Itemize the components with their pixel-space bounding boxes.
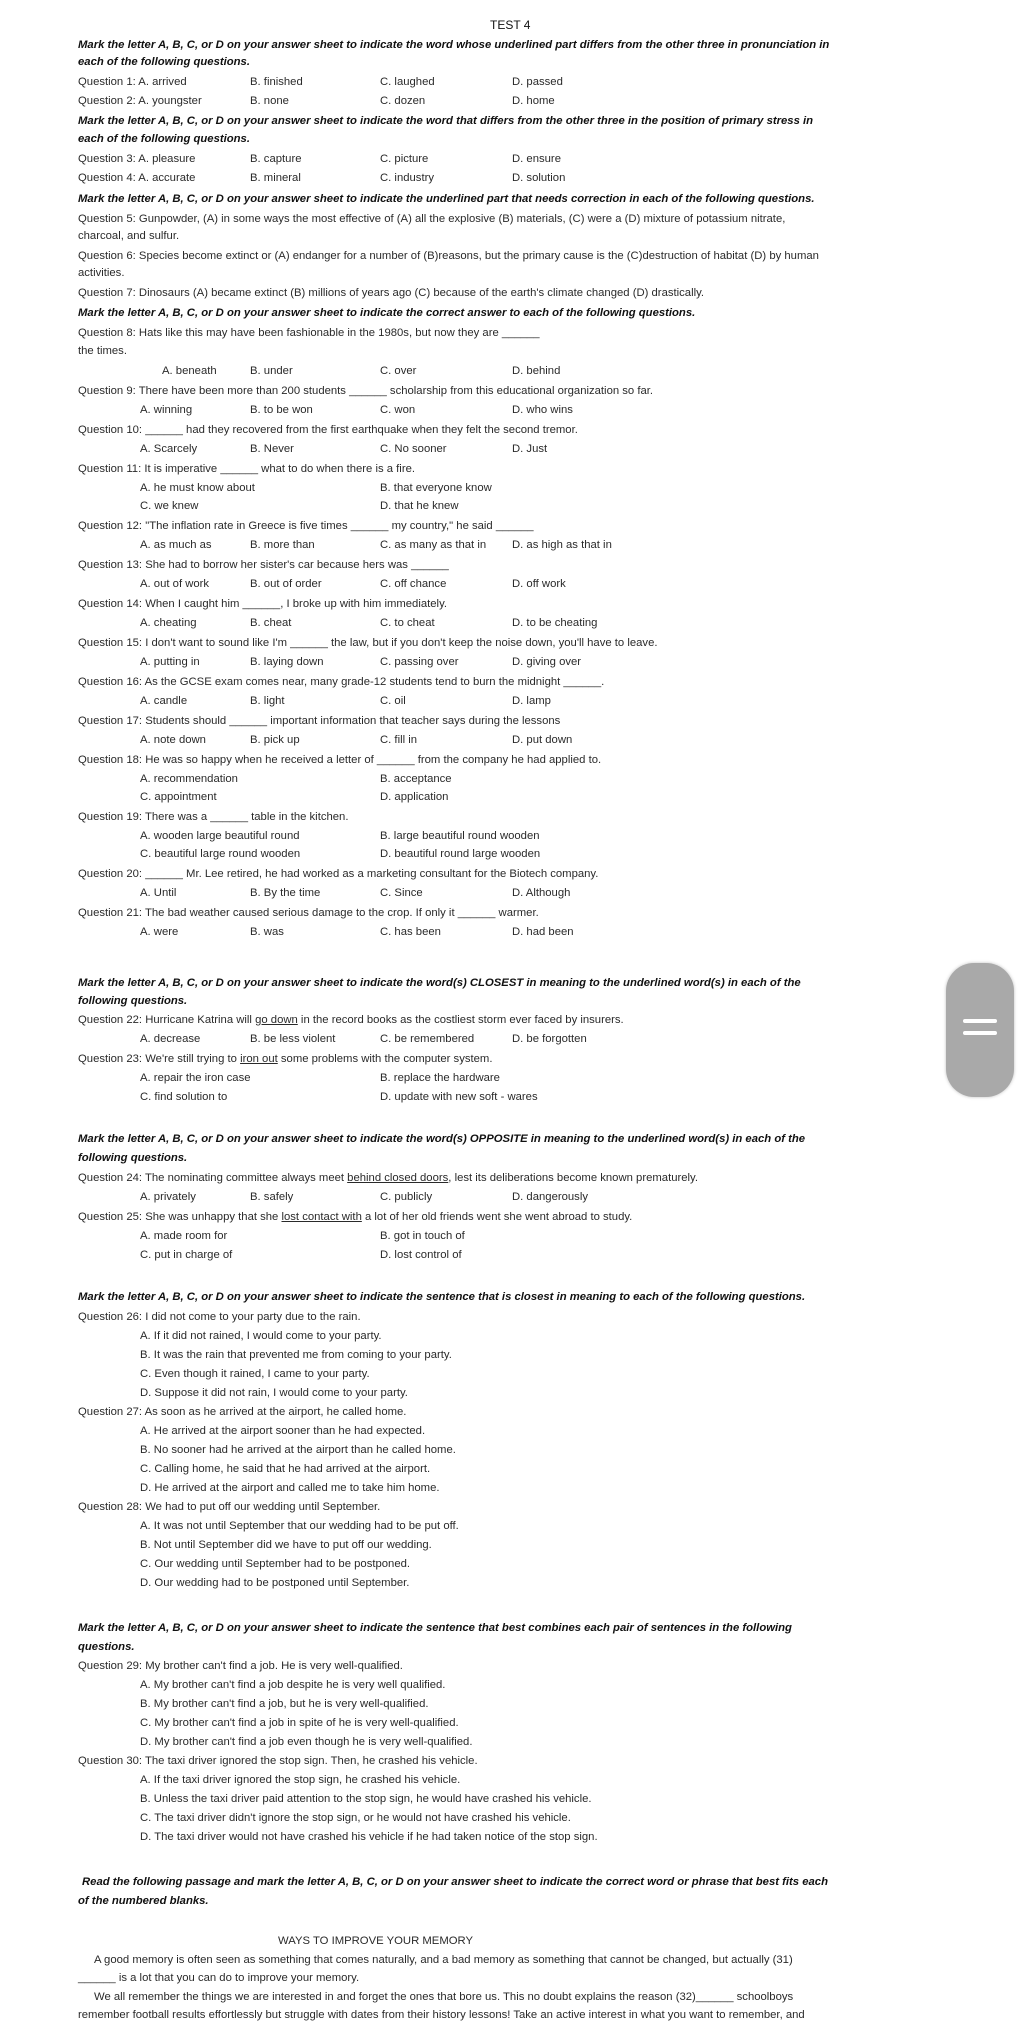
section-6-heading-cont: following questions. [78,1152,188,1164]
q2-option-d: D. home [512,95,555,107]
q16-option-d: D. lamp [512,695,551,707]
q29-option-d: D. My brother can't find a job even though he is very well-qualified. [140,1736,473,1748]
q20-option-b: B. By the time [250,887,321,899]
q26-option-a: A. If it did not rained, I would come to your party. [140,1330,382,1342]
q1-option-a: Question 1: A. arrived [78,76,187,88]
q25-underlined: lost contact with [281,1211,362,1223]
q9-option-b: B. to be won [250,404,313,416]
q11-option-c: C. we knew [140,500,199,512]
section-8-heading-cont: questions. [78,1641,135,1653]
q24-underlined: behind closed doors [347,1172,449,1184]
q11-option-d: D. that he knew [380,500,459,512]
q29-option-a: A. My brother can't find a job despite he is very well qualified. [140,1679,446,1691]
q15-option-a: A. putting in [140,656,200,668]
q14-option-d: D. to be cheating [512,617,598,629]
q24-stem-start: Question 24: The nominating committee always meet [78,1172,348,1184]
q25-option-d: D. lost control of [380,1249,462,1261]
q18-option-a: A. recommendation [140,773,238,785]
section-1-heading: Mark the letter A, B, C, or D on your answer sheet to indicate the word whose underlined part differs from the other three in pronunciation in [78,39,830,51]
section-1-heading-cont: each of the following questions. [78,56,250,68]
q24-option-a: A. privately [140,1191,196,1203]
q9-option-a: A. winning [140,404,193,416]
q29-option-c: C. My brother can't find a job in spite of he is very well-qualified. [140,1717,459,1729]
q30-option-c: C. The taxi driver didn't ignore the stop sign, or he would not have crashed his vehicle. [140,1812,571,1824]
q24-option-c: C. publicly [380,1191,433,1203]
q23-option-a: A. repair the iron case [140,1072,251,1084]
q23-underlined: iron out [240,1053,278,1065]
section-9-heading: Read the following passage and mark the letter A, B, C, or D on your answer sheet to indicate the correct word or phrase that best fits each [82,1876,828,1888]
q18-option-c: C. appointment [140,791,217,803]
q26-option-b: B. It was the rain that prevented me from coming to your party. [140,1349,452,1361]
q13-option-c: C. off chance [380,578,447,590]
q28-option-c: C. Our wedding until September had to be postponed. [140,1558,411,1570]
q19-option-d: D. beautiful round large wooden [380,848,541,860]
q6-stem-cont: activities. [78,267,125,279]
q4-option-a: Question 4: A. accurate [78,172,196,184]
q30-stem: Question 30: The taxi driver ignored the stop sign. Then, he crashed his vehicle. [78,1755,478,1767]
q23-option-c: C. find solution to [140,1091,228,1103]
q18-option-d: D. application [380,791,449,803]
q4-option-b: B. mineral [250,172,301,184]
q3-option-a: Question 3: A. pleasure [78,153,196,165]
q20-option-a: A. Until [140,887,177,899]
q28-option-d: D. Our wedding had to be postponed until September. [140,1577,410,1589]
q28-option-a: A. It was not until September that our wedding had to be put off. [140,1520,459,1532]
q9-stem: Question 9: There have been more than 200 students ______ scholarship from this educational organization so far. [78,385,654,397]
q15-option-c: C. passing over [380,656,459,668]
q8-stem: Question 8: Hats like this may have been fashionable in the 1980s, but now they are ______ [78,327,540,339]
section-5-heading-cont: following questions. [78,995,188,1007]
q10-stem: Question 10: ______ had they recovered from the first earthquake when they felt the second tremor. [78,424,578,436]
q21-option-d: D. had been [512,926,574,938]
q27-option-d: D. He arrived at the airport and called me to take him home. [140,1482,440,1494]
q12-option-a: A. as much as [140,539,212,551]
section-6-heading: Mark the letter A, B, C, or D on your answer sheet to indicate the word(s) OPPOSITE in meaning to the underlined word(s) in each of the [78,1133,806,1145]
q7-stem: Question 7: Dinosaurs (A) became extinct (B) millions of years ago (C) because of the earth's climate changed (D) drastically. [78,287,705,299]
q13-stem: Question 13: She had to borrow her sister's car because hers was ______ [78,559,449,571]
q30-option-b: B. Unless the taxi driver paid attention to the stop sign, he would have crashed his vehicle. [140,1793,592,1805]
q25-stem-start: Question 25: She was unhappy that she [78,1211,282,1223]
q27-stem: Question 27: As soon as he arrived at the airport, he called home. [78,1406,407,1418]
q23-stem [78,1052,492,1066]
q20-option-c: C. Since [380,887,423,899]
q26-stem: Question 26: I did not come to your party due to the rain. [78,1311,361,1323]
q18-option-b: B. acceptance [380,773,452,785]
passage-line-4: remember football results effortlessly but struggle with dates from their history lessons! Take an active interest in what you want to remember, and [78,2009,805,2021]
q19-option-b: B. large beautiful round wooden [380,830,540,842]
q27-option-b: B. No sooner had he arrived at the airport than he called home. [140,1444,456,1456]
section-5-heading: Mark the letter A, B, C, or D on your answer sheet to indicate the word(s) CLOSEST in meaning to the underlined word(s) in each of the [78,977,801,989]
q13-option-a: A. out of work [140,578,210,590]
q23-option-d: D. update with new soft - wares [380,1091,538,1103]
passage-line-3: We all remember the things we are interested in and forget the ones that bore us. This no doubt explains the reason (32)______ schoolboys [94,1991,794,2003]
section-3-heading: Mark the letter A, B, C, or D on your answer sheet to indicate the underlined part that needs correction in each of the following questions. [78,193,815,205]
section-7-heading: Mark the letter A, B, C, or D on your answer sheet to indicate the sentence that is closest in meaning to each of the following questions. [78,1291,806,1303]
q26-option-c: C. Even though it rained, I came to your party. [140,1368,370,1380]
q23-option-b: B. replace the hardware [380,1072,500,1084]
q6-stem: Question 6: Species become extinct or (A) endanger for a number of (B)reasons, but the primary cause is the (C)destruction of habitat (D) by human [78,250,819,262]
q29-option-b: B. My brother can't find a job, but he is very well-qualified. [140,1698,429,1710]
q17-stem: Question 17: Students should ______ important information that teacher says during the lessons [78,715,561,727]
q12-option-d: D. as high as that in [512,539,612,551]
q20-stem: Question 20: ______ Mr. Lee retired, he had worked as a marketing consultant for the Biotech company. [78,868,599,880]
q8-option-a: A. beneath [162,365,217,377]
section-8-heading: Mark the letter A, B, C, or D on your answer sheet to indicate the sentence that best combines each pair of sentences in the following [78,1622,792,1634]
q21-stem: Question 21: The bad weather caused serious damage to the crop. If only it ______ warmer. [78,907,539,919]
q10-option-d: D. Just [512,443,548,455]
q2-option-a: Question 2: A. youngster [78,95,202,107]
section-4-heading: Mark the letter A, B, C, or D on your answer sheet to indicate the correct answer to each of the following questions. [78,307,696,319]
q16-stem: Question 16: As the GCSE exam comes near, many grade-12 students tend to burn the midnight ______. [78,676,605,688]
q15-option-d: D. giving over [512,656,582,668]
q8-option-b: B. under [250,365,293,377]
q11-option-b: B. that everyone know [380,482,492,494]
q10-option-b: B. Never [250,443,294,455]
q15-stem: Question 15: I don't want to sound like I'm ______ the law, but if you don't keep the noise down, you'll have to leave. [78,637,658,649]
q14-stem: Question 14: When I caught him ______, I broke up with him immediately. [78,598,448,610]
q23-stem-start: Question 23: We're still trying to [78,1053,241,1065]
q22-stem-end: in the record books as the costliest storm ever faced by insurers. [297,1014,624,1026]
q16-option-c: C. oil [380,695,406,707]
q21-option-a: A. were [140,926,179,938]
q22-stem [78,1013,624,1027]
q3-option-c: C. picture [380,153,429,165]
q3-option-b: B. capture [250,153,302,165]
q22-option-c: C. be remembered [380,1033,475,1045]
q14-option-a: A. cheating [140,617,197,629]
q12-stem: Question 12: "The inflation rate in Greece is five times ______ my country," he said ______ [78,520,534,532]
q11-stem: Question 11: It is imperative ______ what to do when there is a fire. [78,463,416,475]
q16-option-a: A. candle [140,695,188,707]
q17-option-b: B. pick up [250,734,300,746]
q22-underlined: go down [255,1014,298,1026]
section-2-heading: Mark the letter A, B, C, or D on your answer sheet to indicate the word that differs from the other three in the position of primary stress in [78,115,814,127]
q1-option-d: D. passed [512,76,563,88]
q25-stem-end: a lot of her old friends went she went abroad to study. [361,1211,633,1223]
q28-stem: Question 28: We had to put off our wedding until September. [78,1501,381,1513]
q8-option-d: D. behind [512,365,561,377]
q14-option-b: B. cheat [250,617,292,629]
q17-option-c: C. fill in [380,734,418,746]
q2-option-c: C. dozen [380,95,426,107]
q4-option-d: D. solution [512,172,566,184]
q5-stem: Question 5: Gunpowder, (A) in some ways the most effective of (A) all the explosive (B) materials, (C) were a (D) mixture of potassium nitrate, [78,213,786,225]
q9-option-d: D. who wins [512,404,573,416]
q21-option-b: B. was [250,926,284,938]
q25-stem [78,1210,632,1224]
q16-option-b: B. light [250,695,285,707]
q25-option-c: C. put in charge of [140,1249,233,1261]
section-9-heading-cont: of the numbered blanks. [78,1895,209,1907]
passage-line-1: A good memory is often seen as something that comes naturally, and a bad memory as something that cannot be changed, but actually (31) [94,1954,793,1966]
q4-option-c: C. industry [380,172,434,184]
section-2-heading-cont: each of the following questions. [78,133,250,145]
q25-option-a: A. made room for [140,1230,228,1242]
q3-option-d: D. ensure [512,153,561,165]
q10-option-a: A. Scarcely [140,443,198,455]
q13-option-b: B. out of order [250,578,322,590]
q1-option-b: B. finished [250,76,303,88]
q30-option-a: A. If the taxi driver ignored the stop sign, he crashed his vehicle. [140,1774,461,1786]
q27-option-a: A. He arrived at the airport sooner than he had expected. [140,1425,426,1437]
passage-title: WAYS TO IMPROVE YOUR MEMORY [278,1935,474,1947]
q24-stem-end: , lest its deliberations become known prematurely. [448,1172,698,1184]
q17-option-a: A. note down [140,734,206,746]
passage-line-2: ______ is a lot that you can do to improve your memory. [78,1972,360,1984]
q9-option-c: C. won [380,404,416,416]
q22-option-a: A. decrease [140,1033,201,1045]
q20-option-d: D. Although [512,887,571,899]
q15-option-b: B. laying down [250,656,324,668]
q21-option-c: C. has been [380,926,441,938]
q19-option-a: A. wooden large beautiful round [140,830,300,842]
page-title: TEST 4 [490,18,531,32]
q5-stem-cont: charcoal, and sulfur. [78,230,180,242]
q23-stem-end: some problems with the computer system. [277,1053,493,1065]
q17-option-d: D. put down [512,734,573,746]
scroll-handle[interactable] [946,963,1014,1097]
q11-option-a: A. he must know about [140,482,255,494]
q12-option-c: C. as many as that in [380,539,487,551]
q10-option-c: C. No sooner [380,443,447,455]
q24-option-d: D. dangerously [512,1191,588,1203]
q12-option-b: B. more than [250,539,315,551]
q26-option-d: D. Suppose it did not rain, I would come to your party. [140,1387,408,1399]
q19-stem: Question 19: There was a ______ table in the kitchen. [78,811,349,823]
q2-option-b: B. none [250,95,289,107]
q8-option-c: C. over [380,365,417,377]
q24-option-b: B. safely [250,1191,294,1203]
q24-stem [78,1171,698,1185]
q8-stem-cont: the times. [78,345,127,357]
q1-option-c: C. laughed [380,76,435,88]
q19-option-c: C. beautiful large round wooden [140,848,301,860]
q25-option-b: B. got in touch of [380,1230,465,1242]
q28-option-b: B. Not until September did we have to put off our wedding. [140,1539,432,1551]
q14-option-c: C. to cheat [380,617,435,629]
q22-stem-start: Question 22: Hurricane Katrina will [78,1014,256,1026]
q29-stem: Question 29: My brother can't find a job. He is very well-qualified. [78,1660,403,1672]
q22-option-b: B. be less violent [250,1033,336,1045]
q13-option-d: D. off work [512,578,566,590]
q27-option-c: C. Calling home, he said that he had arrived at the airport. [140,1463,431,1475]
q18-stem: Question 18: He was so happy when he received a letter of ______ from the company he had applied to. [78,754,602,766]
q30-option-d: D. The taxi driver would not have crashed his vehicle if he had taken notice of the stop sign. [140,1831,598,1843]
q22-option-d: D. be forgotten [512,1033,587,1045]
